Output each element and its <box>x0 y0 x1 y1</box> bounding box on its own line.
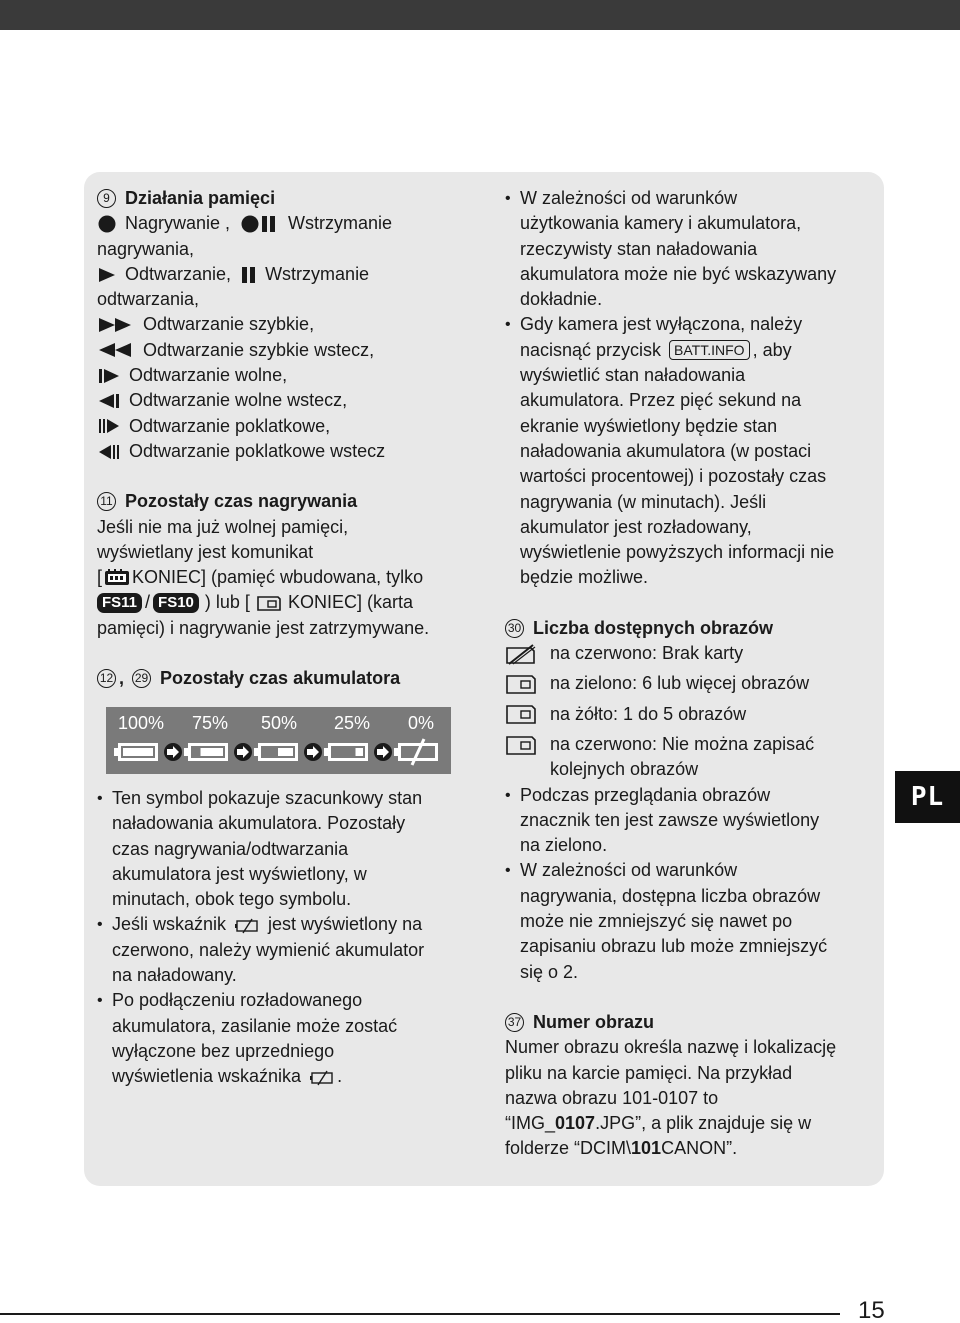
bullet-item <box>505 858 875 984</box>
battery-level-label: 0% <box>408 713 435 733</box>
bold-span: 0107 <box>555 1113 596 1134</box>
text-line: dokładnie. <box>520 289 603 310</box>
fs11-badge: FS11 <box>97 593 142 613</box>
battery-level-icon <box>254 743 298 761</box>
arrow-right-icon <box>234 743 252 761</box>
empty-battery-icon <box>234 916 260 934</box>
battery-levels-box <box>106 707 451 774</box>
battery-level-icon <box>324 743 368 761</box>
text-line: na zielono. <box>520 835 608 856</box>
battery-level-label: 75% <box>192 713 229 733</box>
text-line: będzie możliwe. <box>520 567 649 588</box>
battery-level-icon <box>114 743 158 761</box>
left-bullets <box>97 786 477 1090</box>
playback-item <box>97 414 477 439</box>
fast-rewind-icon <box>97 341 135 359</box>
text-line: rzeczywisty stan naładowania <box>520 238 758 259</box>
page-number: 15 <box>858 1297 885 1323</box>
section-30-heading <box>505 616 875 641</box>
text-line: akumulatora jest wyświetlony, w <box>112 863 367 884</box>
card-icon <box>505 671 550 696</box>
frame-advance-icon <box>97 417 121 435</box>
text-line <box>97 565 477 590</box>
no-card-icon <box>505 641 550 666</box>
play-line <box>97 262 477 287</box>
section-number: 9 <box>97 189 116 208</box>
text-span: KONIEC] (pamięć wbudowana, tylko <box>132 567 424 588</box>
text-line: na żółto: 1 do 5 obrazów <box>550 703 747 724</box>
section-12-heading <box>97 666 477 691</box>
text-line: naładowania akumulatora (w postaci <box>520 440 812 461</box>
text-line: czas nagrywania/odtwarzania <box>112 838 349 859</box>
arrow-right-icon <box>304 743 322 761</box>
section-number: 30 <box>505 619 524 638</box>
text-line: może nie zmniejszyć się nawet po <box>520 911 793 932</box>
text-line: minutach, obok tego symbolu. <box>112 889 352 910</box>
comma: , <box>119 668 125 689</box>
text-line: ekranie wyświetlony będzie stan <box>520 415 778 436</box>
section-title: Pozostały czas akumulatora <box>160 668 401 689</box>
text-line: • W zależności od warunków <box>520 188 738 208</box>
battery-icons <box>106 707 451 774</box>
text-line: naładowania akumulatora. Pozostały <box>112 813 406 834</box>
text-line: • Ten symbol pokazuje szacunkowy stan <box>112 788 423 808</box>
section-37-heading <box>505 1010 875 1035</box>
left-column <box>97 186 477 691</box>
text-line: wyświetlany jest komunikat <box>97 541 314 562</box>
bullet-item <box>505 783 875 859</box>
section-title: Numer obrazu <box>533 1011 655 1032</box>
pause-cont: odtwarzania, <box>97 289 200 310</box>
bullet-item <box>97 988 477 1089</box>
page-rule <box>0 1313 840 1315</box>
text-line: Numer obrazu określa nazwę i lokalizację <box>505 1037 837 1058</box>
section-title: Działania pamięci <box>125 188 276 208</box>
section-number: 12 <box>97 669 116 688</box>
text-line: wyświetlić stan naładowania <box>520 365 746 386</box>
record-icon <box>97 214 117 234</box>
card-status-row <box>505 732 875 783</box>
record-line <box>97 211 477 236</box>
text-span: folderze “DCIM\ <box>505 1138 632 1159</box>
section-11-heading <box>97 489 477 514</box>
card-status-row <box>505 702 875 727</box>
text-line <box>112 912 477 937</box>
bullet-item <box>97 786 477 912</box>
text-span: “IMG_ <box>505 1113 556 1134</box>
text-span: jest wyświetlony na <box>268 914 423 935</box>
bullet-item <box>505 312 875 590</box>
slow-play-icon <box>97 367 121 385</box>
battery-level-label: 100% <box>118 713 165 733</box>
slow-reverse-icon <box>97 392 121 410</box>
playback-label: Odtwarzanie poklatkowe, <box>129 415 331 436</box>
text-line: nagrywania, dostępna liczba obrazów <box>520 885 821 906</box>
pause-label: Wstrzymanie <box>265 263 370 284</box>
text-line: na naładowany. <box>112 965 237 986</box>
playback-item <box>97 338 477 363</box>
bracket: [ <box>97 567 103 588</box>
text-span: • Jeśli wskaźnik <box>112 914 227 935</box>
text-line <box>97 590 477 615</box>
playback-label: Odtwarzanie poklatkowe wstecz <box>129 440 386 461</box>
section-9-heading <box>97 186 477 211</box>
playback-label: Odtwarzanie szybkie wstecz, <box>143 339 375 360</box>
record-pause-label: Wstrzymanie <box>288 213 393 234</box>
battery-level-label: 25% <box>334 713 371 733</box>
section-number: 11 <box>97 492 116 511</box>
playback-item <box>97 363 477 388</box>
play-icon <box>97 266 117 284</box>
play-label: Odtwarzanie, <box>125 263 232 284</box>
memory-card-icon <box>256 593 282 613</box>
playback-label: Odtwarzanie wolne wstecz, <box>129 390 348 411</box>
text-line: • Po podłączeniu rozładowanego <box>112 990 363 1011</box>
text-line: czerwono, należy wymienić akumulator <box>112 939 425 960</box>
text-line: na czerwono: Nie można zapisać <box>550 733 815 754</box>
text-line: wartości procentowej) i pozostały czas <box>520 466 827 487</box>
fast-forward-icon <box>97 316 135 334</box>
batt-info-button-label: BATT.INFO <box>669 340 750 360</box>
card-status-row <box>505 671 875 696</box>
text-span: , aby <box>752 339 792 360</box>
text-span: wyświetlenia wskaźnika <box>112 1066 302 1087</box>
arrow-right-icon <box>164 743 182 761</box>
record-pause-icon <box>240 214 280 234</box>
text-line: kolejnych obrazów <box>550 759 699 780</box>
text-line: • W zależności od warunków <box>520 860 738 881</box>
pause-icon <box>241 266 257 284</box>
text-line <box>505 1111 875 1136</box>
text-line: użytkowania kamery i akumulatora, <box>520 213 802 234</box>
fs10-badge: FS10 <box>153 593 199 613</box>
text-line: akumulatora może nie być wskazywany <box>520 263 837 284</box>
bold-span: 101 <box>631 1138 662 1159</box>
text-line: znacznik ten jest zawsze wyświetlony <box>520 809 820 830</box>
text-line: akumulatora. Przez pięć sekund na <box>520 390 802 411</box>
battery-level-icon <box>394 739 438 765</box>
text-span: ) lub [ <box>204 592 250 613</box>
section-number: 29 <box>132 669 151 688</box>
battery-level-icon <box>184 743 228 761</box>
arrow-right-icon <box>374 743 392 761</box>
card-icon <box>505 702 550 727</box>
text-line: zapisaniu obrazu lub może zmniejszyć <box>520 936 828 957</box>
bullet-item <box>505 186 875 312</box>
text-line: Jeśli nie ma już wolnej pamięci, <box>97 516 349 537</box>
section-number: 37 <box>505 1013 524 1032</box>
battery-level-label: 50% <box>261 713 298 733</box>
text-line: akumulator jest rozładowany, <box>520 516 752 537</box>
text-line: • Gdy kamera jest wyłączona, należy <box>520 314 803 335</box>
text-span: CANON”. <box>661 1138 738 1159</box>
frame-reverse-icon <box>97 443 121 461</box>
right-column <box>505 186 875 1162</box>
playback-item <box>97 312 477 337</box>
record-label: Nagrywanie , <box>125 213 231 234</box>
text-span: . <box>337 1066 343 1087</box>
bullet-item <box>97 912 477 988</box>
text-line: na zielono: 6 lub więcej obrazów <box>550 673 810 694</box>
text-line: nazwa obrazu 101-0107 to <box>505 1087 719 1108</box>
section-title: Liczba dostępnych obrazów <box>533 617 774 638</box>
language-tab: PL <box>895 771 960 823</box>
record-pause-cont: nagrywania, <box>97 238 195 259</box>
text-line: akumulatora, zasilanie może zostać <box>112 1015 398 1036</box>
text-span: .JPG”, a plik znajduje się w <box>595 1113 812 1134</box>
text-line: się o 2. <box>520 961 579 982</box>
built-in-memory-icon <box>104 568 130 588</box>
text-line: wyświetlenie powyższych informacji nie <box>520 542 835 563</box>
card-status-row <box>505 641 875 666</box>
card-icon <box>505 732 550 757</box>
playback-label: Odtwarzanie szybkie, <box>143 314 315 335</box>
text-line: pliku na karcie pamięci. Na przykład <box>505 1062 793 1083</box>
playback-item <box>97 439 477 464</box>
text-span: KONIEC] (karta <box>287 592 413 613</box>
text-line: nagrywania (w minutach). Jeśli <box>520 491 767 512</box>
text-line: na czerwono: Brak karty <box>550 643 744 664</box>
top-bar <box>0 0 960 30</box>
text-span: nacisnąć przycisk <box>520 339 662 360</box>
playback-label: Odtwarzanie wolne, <box>129 365 288 386</box>
playback-item <box>97 388 477 413</box>
text-line: pamięci) i nagrywanie jest zatrzymywane. <box>97 617 430 638</box>
empty-battery-icon <box>309 1068 335 1086</box>
text-line: wyłączone bez uprzedniego <box>112 1040 335 1061</box>
section-title: Pozostały czas nagrywania <box>125 491 358 512</box>
slash: / <box>145 592 151 613</box>
text-line <box>505 1136 875 1161</box>
text-line <box>520 338 875 363</box>
text-line <box>112 1064 477 1089</box>
text-line: • Podczas przeglądania obrazów <box>520 784 771 805</box>
